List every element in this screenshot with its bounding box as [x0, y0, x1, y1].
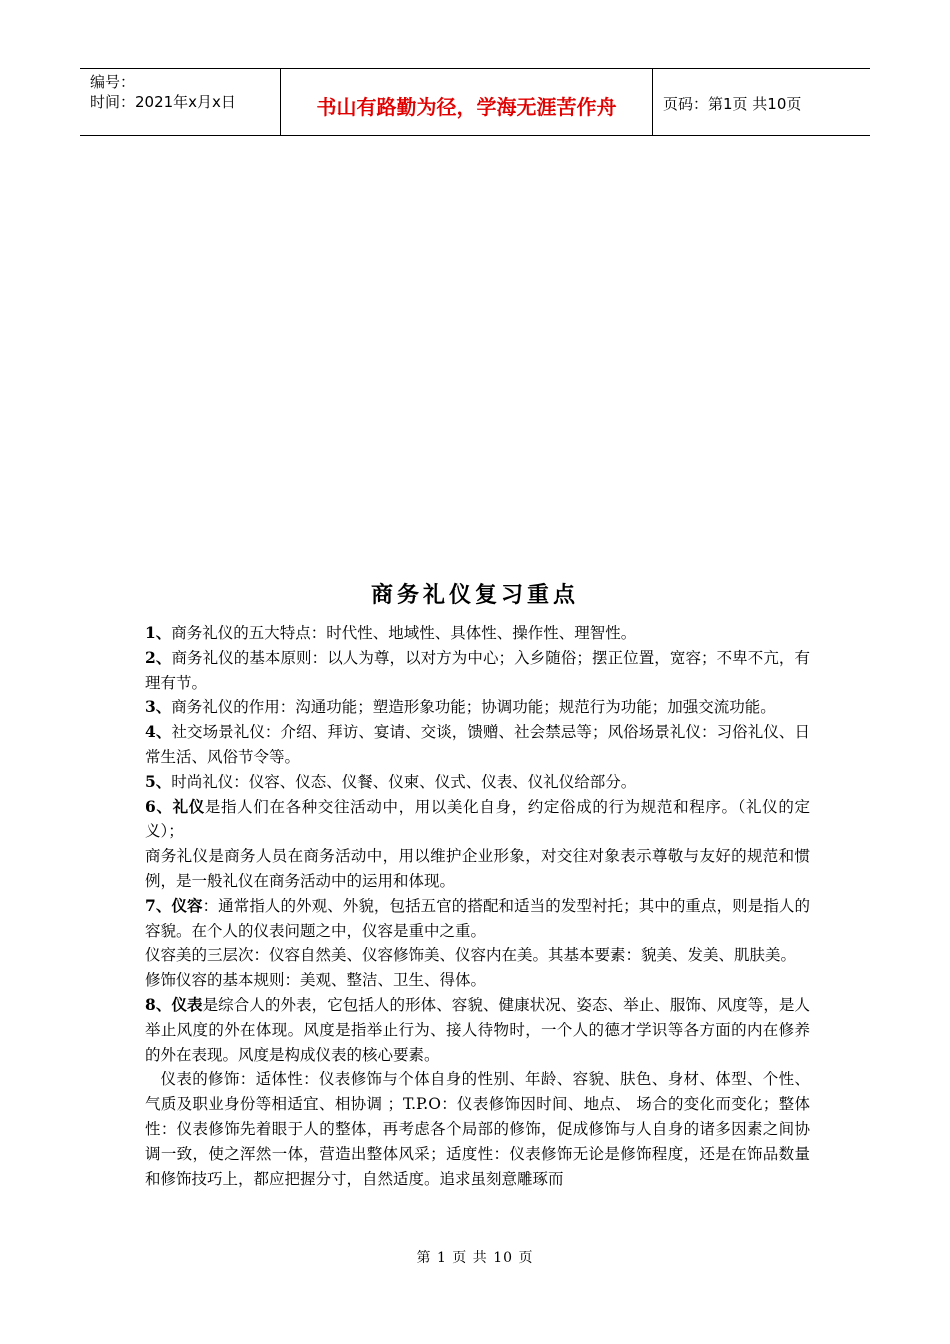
paragraph-term: 仪表	[171, 994, 203, 1014]
document-time-label: 时间：2021年x月x日	[90, 93, 236, 111]
paragraph	[145, 968, 810, 993]
paragraph-term: 仪容	[171, 895, 203, 915]
page-header	[80, 68, 870, 136]
page-footer: 第 1 页 共 10 页	[416, 1250, 534, 1266]
paragraph-text: 仪表的修饰：适体性：仪表修饰与个体自身的性别、年龄、容貌、肤色、身材、体型、个性、气质及职业身份等相适宜、相协调 ；T.P.O：仪表修饰因时间、地点、 场合的变化而变化；整体性：仪表修饰先着眼于人的整体，再考虑各个局部的修饰，促成修饰与人自身的诸多因素之间协调一致，使之浑然一体，营造出整体风采；适度性：仪表修饰无论是修饰程度，还是在饰品数量和修饰技巧上，都应把握分寸，自然适度。追求虽刻意雕琢而	[145, 1070, 810, 1188]
paragraph-text: 修饰仪容的基本规则：美观、整洁、卫生、得体。	[145, 971, 487, 990]
paragraph-number: 3、	[145, 697, 172, 717]
paragraph	[145, 646, 810, 696]
document-number-label: 编号：	[90, 73, 136, 91]
header-motto: 书山有路勤为径，学海无涯苦作舟	[281, 69, 653, 135]
paragraph-term: 礼仪	[172, 796, 205, 816]
paragraph	[145, 795, 810, 845]
paragraph-text: 仪容美的三层次：仪容自然美、仪容修饰美、仪容内在美。其基本要素：貌美、发美、肌肤美。	[145, 946, 797, 965]
paragraph-number: 2、	[145, 647, 172, 667]
paragraph-text: 商务礼仪是商务人员在商务活动中，用以维护企业形象，对交往对象表示尊敬与友好的规范和惯例，是一般礼仪在商务活动中的运用和体现。	[145, 847, 810, 890]
paragraph	[145, 993, 810, 1067]
paragraph-number: 6、	[145, 796, 173, 816]
paragraph	[145, 621, 810, 646]
paragraph-number: 5、	[145, 771, 172, 791]
paragraph-number: 1、	[145, 623, 172, 642]
paragraph	[145, 943, 810, 968]
paragraph-text: 是综合人的外表，它包括人的形体、容貌、健康状况、姿态、举止、服饰、风度等，是人举止风度的外在体现。风度是指举止行为、接人待物时，一个人的德才学识等各方面的内在修养的外在表现。风度是构成仪表的核心要素。	[145, 995, 810, 1064]
paragraph-number: 4、	[145, 722, 172, 742]
paragraph	[145, 894, 810, 944]
paragraph	[145, 844, 810, 894]
paragraph	[145, 720, 810, 770]
paragraph-text: 是指人们在各种交往活动中，用以美化自身，约定俗成的行为规范和程序。（礼仪的定义）；	[145, 797, 810, 841]
header-left-cell	[80, 69, 281, 135]
paragraph	[145, 695, 810, 720]
paragraph-text: 商务礼仪的五大特点：时代性、地域性、具体性、操作性、理智性。	[171, 624, 637, 642]
paragraph-text: ：通常指人的外观、外貌，包括五官的搭配和适当的发型衬托；其中的重点，则是指人的容貌。在个人的仪表问题之中，仪容是重中之重。	[145, 896, 810, 940]
document-title: 商务礼仪复习重点	[370, 582, 579, 608]
paragraph-text: 时尚礼仪：仪容、仪态、仪餐、仪柬、仪式、仪表、仪礼仪给部分。	[171, 772, 637, 791]
paragraph-text: 商务礼仪的基本原则：以人为尊，以对方为中心；入乡随俗；摆正位置，宽容；不卑不亢，有理有节。	[145, 648, 810, 692]
paragraph-text: 商务礼仪的作用：沟通功能；塑造形象功能；协调功能；规范行为功能；加强交流功能。	[171, 698, 776, 717]
paragraph-number: 7、	[145, 895, 172, 915]
document-body	[145, 621, 810, 1191]
paragraph	[145, 1067, 810, 1191]
paragraph	[145, 770, 810, 795]
paragraph-number: 8、	[145, 994, 172, 1014]
paragraph-text: 社交场景礼仪：介绍、拜访、宴请、交谈，馈赠、社会禁忌等；风俗场景礼仪：习俗礼仪、日常生活、风俗节令等。	[145, 723, 810, 766]
header-page-info: 页码：第1页 共10页	[663, 94, 802, 113]
